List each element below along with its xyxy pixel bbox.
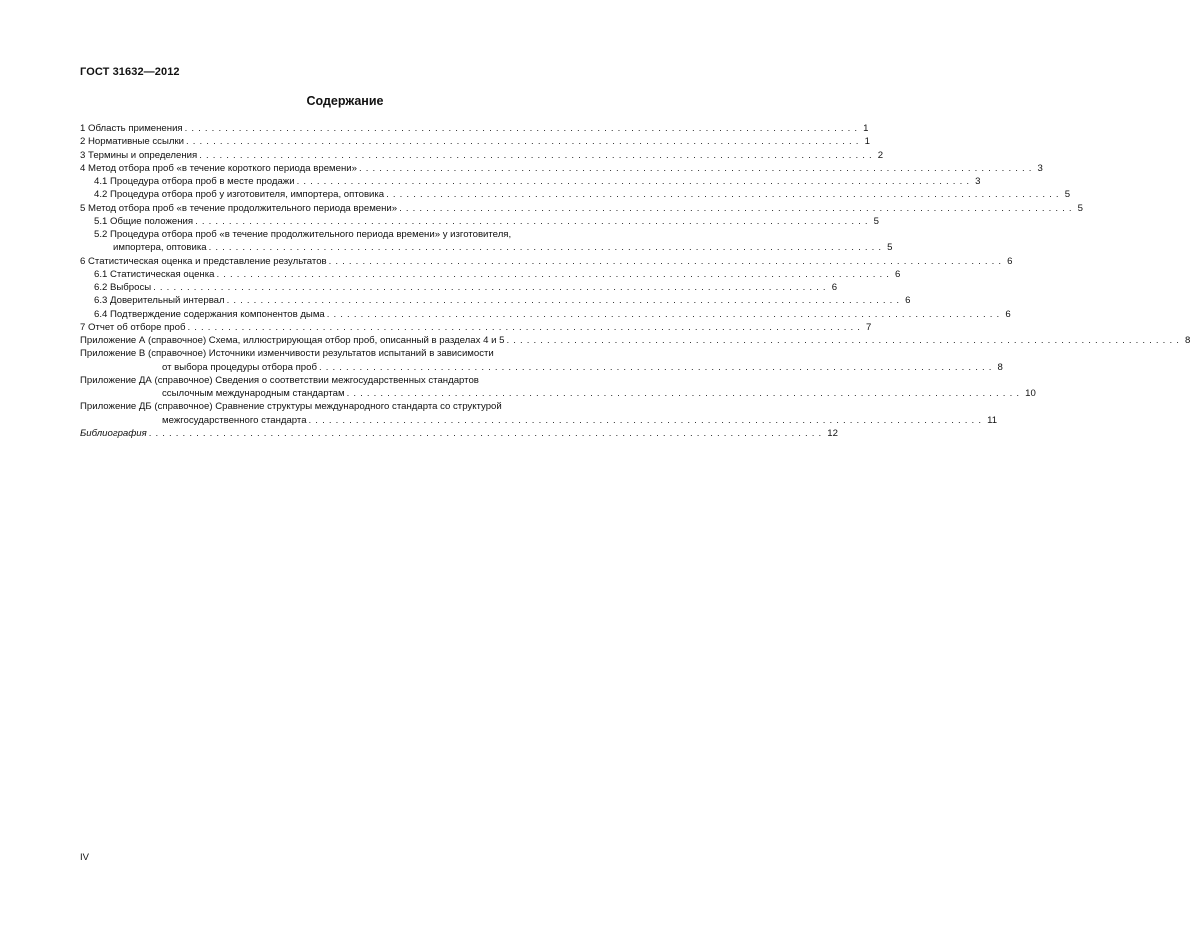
toc-entry[interactable]: 6 Статистическая оценка и представление результатов .................................................................................................... 6 [80,255,1013,267]
page-number: IV [80,852,89,863]
toc-entry[interactable]: 6.4 Подтверждение содержания компонентов дыма .................................................................................................... 6 [94,308,1011,320]
toc-entry-appendix[interactable]: Приложение ДБ (справочное) Сравнение структуры международного стандарта со структурой [80,401,502,413]
toc-entry-continuation[interactable]: межгосударственного стандарта .................................................................................................... 11 [162,414,998,426]
toc-entry[interactable]: 5 Метод отбора проб «в течение продолжительного периода времени» .................................................................................................... 5 [80,202,1084,214]
toc-title: Содержание [306,94,384,108]
toc-entry-continuation[interactable]: от выбора процедуры отбора проб .................................................................................................... 8 [162,361,1003,373]
toc-entry[interactable]: 3 Термины и определения .................................................................................................... 2 [80,149,884,161]
toc-entry[interactable]: 4 Метод отбора проб «в течение короткого периода времени» .................................................................................................... 3 [80,162,1043,174]
toc-entry-bibliography[interactable]: Библиография .................................................................................................... 12 [80,427,838,439]
table-of-contents [80,122,1190,440]
toc-entry[interactable]: 4.2 Процедура отбора проб у изготовителя, импортера, оптовика .................................................................................................... 5 [94,189,1071,201]
toc-entry[interactable]: 6.3 Доверительный интервал .................................................................................................... 6 [94,295,911,307]
toc-entry[interactable]: 7 Отчет об отборе проб .................................................................................................... 7 [80,321,872,333]
toc-entry[interactable]: 2 Нормативные ссылки .................................................................................................... 1 [80,136,870,148]
toc-entry[interactable]: 4.1 Процедура отбора проб в месте продажи .................................................................................................... 3 [94,176,981,187]
toc-entry-continuation[interactable]: ссылочным международным стандартам .................................................................................................... 10 [162,388,1036,399]
toc-entry-appendix[interactable]: Приложение А (справочное) Схема, иллюстрирующая отбор проб, описанный в разделах 4 и 5 .................................................................................................... 8 [80,335,1190,346]
toc-entry-appendix[interactable]: Приложение В (справочное) Источники изменчивости результатов испытаний в зависимости [80,348,494,360]
toc-entry[interactable]: 5.1 Общие положения .................................................................................................... 5 [94,215,879,227]
toc-entry[interactable]: 6.2 Выбросы .................................................................................................... 6 [94,282,838,293]
toc-entry[interactable]: 1 Область применения .................................................................................................... 1 [80,123,869,134]
toc-entry-continuation[interactable]: импортера, оптовика .................................................................................................... 5 [113,242,893,254]
document-id: ГОСТ 31632—2012 [80,66,180,78]
toc-entry-appendix[interactable]: Приложение ДА (справочное) Сведения о соответствии межгосударственных стандартов [80,374,479,386]
toc-entry[interactable]: 5.2 Процедура отбора проб «в течение продолжительного периода времени» у изготовителя, [94,229,512,240]
toc-entry[interactable]: 6.1 Статистическая оценка .................................................................................................... 6 [94,268,901,280]
